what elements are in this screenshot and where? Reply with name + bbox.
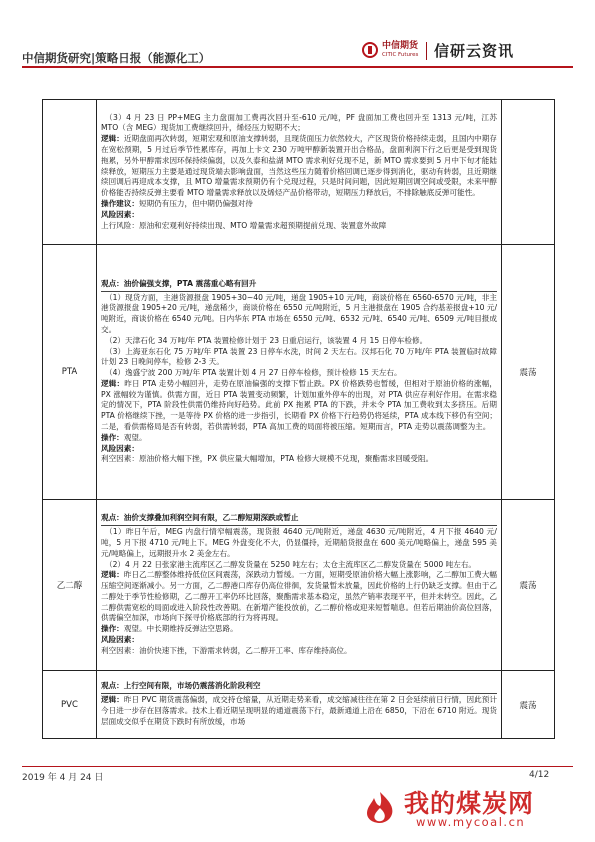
- line-label: 逻辑：: [101, 134, 124, 144]
- analysis-line: [101, 570, 497, 624]
- analysis-line: [101, 695, 497, 727]
- line-label: 风险因素：: [101, 443, 139, 453]
- analysis-line: [101, 454, 497, 465]
- header-rule: [22, 66, 573, 68]
- analysis-line: [101, 444, 497, 455]
- line-text: （1）昨日午后，MEG 内盘行情窄幅震荡，现货报 4640 元/吨附近，递盘 4630 元/吨附近，4 月下报 4640 元/吨，5 月下报 4710 元/吨上下。MEG 外盘变化不大，仍显僵持，近期船货报盘在 600 美元/吨略偏上，递盘 595 美元/吨略偏上，远期报升水 2 美金左右。: [101, 527, 497, 558]
- line-label: 逻辑：: [101, 695, 124, 705]
- line-text: （3）上海亚东石化 75 万吨/年 PTA 装置 23 日停车水洗，时间 2 天左右。汉邦石化 70 万吨/年 PTA 装置临时故障计划 23 日晚间停车，检修 2-3 天。: [101, 346, 497, 367]
- product-cell: 乙二醇: [43, 500, 97, 671]
- section-divider: [101, 291, 497, 292]
- line-text: 利空因素：原油价格大幅下挫，PX 供应量大幅增加，PTA 检修大规模不兑现，聚酯需求回暖受阻。: [101, 454, 434, 464]
- logo-en-text: CITIC Futures: [382, 52, 419, 58]
- line-text: 昨日 PVC 期货震荡偏弱，成交持仓缩量，从近期走势来看，成交缩减往往在第 2 日会延续前日行情，因此预计今日进一步存在回落需求。技术上看近期呈现明显的通道震荡下行，最新通道上沿在 6850，下沿在 6710 附近。现货层面成交似乎在期货下跌时有所放缓，市场: [101, 695, 498, 726]
- table-row: [43, 500, 555, 671]
- line-text: 昨日 PTA 走势小幅回升，走势在原油偏强的支撑下暂止跌。PX 价格跌势也暂缓，但相对于原油价格的涨幅，PX 涨幅较为谨慎。供需方面，近日 PTA 装置变动频繁，计划加重外停车的出现，对 PTA 供应存利好作用。在需求稳定的情况下，PTA 阶段性供需仍维持向好趋势。此前 PX 拖累 PTA 的下跌，并未令 PTA 加工费收到太多挤压。后期 PTA 价格继续下挫，一是等待 PX 价格的进一步指引，长期看 PX 价格下行趋势仍将延续，PTA 成本线下移仍有空间；二是，看供需格局是否有转弱，若供需转弱，PTA 高加工费的局面将被压缩。短期而言，PTA 走势以震荡调整为主。: [101, 378, 498, 432]
- citic-logo-icon: [362, 42, 378, 58]
- coal-flame-icon: [362, 790, 398, 824]
- analysis-line: [101, 221, 497, 232]
- footer-date: 2019 年 4 月 24 日: [22, 773, 104, 783]
- line-text: 上行空间有限，市场仍震荡消化阶段利空: [123, 681, 261, 691]
- line-text: 昨日乙二醇整体维持低位区间震荡，深跌动力暂缓。一方面，短期受原油价格大幅上涨影响，乙二醇加工费大幅压缩空间逐渐减小。另一方面，乙二醇港口库存仍高位徘徊，发货量暂未放量，因此价格的上行仍缺乏支撑。但由于乙二醇处于季节性检修期，乙二醇开工率仍环比回落，聚酯需求基本稳定，虽然产销率表现平平，但并未转空。因此，乙二醇供需宽松的局面或进入阶段性改善期。在新增产能投放前，乙二醇价格或迎来短暂喘息。但若后期油价高位回落，供需偏空加深，市场向下探寻价格底部的行为将再现。: [101, 570, 498, 623]
- page-header: [22, 0, 573, 66]
- line-label: 风险因素：: [101, 635, 139, 645]
- line-label: 风险因素：: [101, 209, 139, 219]
- analysis-cell: [97, 100, 502, 245]
- table-row: [43, 100, 555, 245]
- analysis-cell: [97, 671, 502, 739]
- view-cell: 震荡: [502, 245, 555, 500]
- analysis-line: [101, 199, 497, 210]
- analysis-line: [101, 624, 497, 635]
- analysis-line: [101, 210, 497, 221]
- analysis-line: [101, 279, 497, 290]
- page-number: 4/12: [529, 770, 550, 780]
- line-text: （2）4 月 22 日张家港主流库区乙二醇发货量在 5250 吨左右；太仓主流库区乙二醇发货量在 5000 吨左右。: [105, 559, 477, 569]
- line-label: 操作建议：: [101, 198, 139, 208]
- analysis-line: [101, 681, 497, 692]
- line-text: 利空因素：油价快速下挫，下游需求转弱，乙二醇开工率、库存维持高位。: [101, 645, 352, 655]
- brand-name: 信研云资讯: [434, 42, 515, 60]
- analysis-cell: [97, 245, 502, 500]
- line-label: 观点：: [101, 278, 124, 288]
- analysis-line: [101, 433, 497, 444]
- product-cell: PTA: [43, 245, 97, 500]
- line-text: （1）现货方面，主港货源报盘 1905+30~40 元/吨，递盘 1905+10 元/吨，商谈价格在 6560-6570 元/吨，非主港货源报盘 1905+20 元/吨，递盘稀少，商谈价格在 6550 元/吨附近，5 月主港报盘在 1905 合约基差报盘+10 元/吨附近，商谈价格在 6540 元/吨。日内华东 PTA 市场在 6550 元/吨、6532 元/吨、6540 元/吨、6509 元/吨目报成交。: [101, 292, 497, 334]
- table-row: [43, 245, 555, 500]
- line-label: 观点：: [101, 513, 124, 523]
- line-text: 观望。: [123, 432, 147, 442]
- logo-cn-text: 中信期货: [382, 41, 419, 51]
- footer-rule: [22, 766, 573, 767]
- analysis-cell: [97, 500, 502, 671]
- strategy-table: [42, 99, 555, 739]
- analysis-line: [101, 347, 497, 369]
- watermark-url: www.mycoal.cn: [416, 815, 526, 829]
- line-text: （4）逸盛宁波 200 万吨/年 PTA 装置计划 4 月 27 日停车检修，预计检修 15 天左右。: [105, 368, 402, 378]
- line-text: 油价偏强支撑，PTA 震荡重心略有回升: [123, 278, 257, 288]
- view-cell: [502, 100, 555, 245]
- line-label: 操作：: [101, 432, 124, 442]
- analysis-line: [101, 379, 497, 433]
- analysis-line: [101, 134, 497, 199]
- line-text: （3）4 月 23 日 PP+MEG 主力盘面加工费再次回升至-610 元/吨，PF 盘面加工费也回升至 1313 元/吨，江苏 MTO（含 MEG）现货加工费继续回升，烯烃压力短期不大；: [101, 112, 497, 133]
- view-cell: 震荡: [502, 671, 555, 739]
- analysis-line: [101, 368, 497, 379]
- analysis-line: [101, 513, 497, 524]
- analysis-line: [101, 113, 497, 135]
- product-cell: [43, 100, 97, 245]
- line-label: 观点：: [101, 681, 124, 691]
- line-text: 观望。中长期维持反弹沽空思路。: [123, 624, 238, 634]
- table-row: [43, 671, 555, 739]
- analysis-line: [101, 336, 497, 347]
- line-label: 逻辑：: [101, 570, 124, 580]
- analysis-line: [101, 293, 497, 336]
- line-label: 逻辑：: [101, 378, 125, 388]
- product-cell: PVC: [43, 671, 97, 739]
- view-cell: 震荡: [502, 500, 555, 671]
- analysis-line: [101, 560, 497, 571]
- line-label: 操作：: [101, 624, 124, 634]
- analysis-line: [101, 635, 497, 646]
- line-text: （2）天津石化 34 万吨/年 PTA 装置检修计划于 23 日重启运行，该装置 4 月 15 日停车检修。: [105, 335, 428, 345]
- line-text: 短期仍有压力，但中期仍偏强对待: [138, 198, 253, 208]
- analysis-line: [101, 527, 497, 559]
- line-text: 近期盘面再次转弱，短期宏观和原油支撑转弱，且现货面压力依然较大，产区现货价格持续走弱，且国内中期存在宽松预期，5 月过后季节性累库存，再加上卡文 230 万吨甲醇新装置开出合格品，盘面利润下行之后更是受到现货拖累，另外甲醇需求因环保持续偏弱，以及久泰和盐湖 MTO 需求利好兑现不足，新 MTO 需求要到 5 月中下旬才能陆续释放，短期压力主要是通过现货端去影响盘面，当然这些压力随着价格回调已逐步得到消化，驱动有转弱，且近期继续回调后再迎成本支撑，且 MTO 增量需求预期仍有个兑现过程，只是时间问题，因此短期回调空间或受限，未来甲醇价格能否持续反弹主要看 MTO 增量需求释放以及烯烃产品价格带动，短期压力释放后，不排除触底反弹可能性。: [101, 134, 498, 198]
- section-divider: [101, 525, 497, 526]
- analysis-line: [101, 646, 497, 657]
- logo-divider: [426, 42, 427, 60]
- report-title: 中信期货研究|策略日报（能源化工）: [22, 51, 211, 65]
- line-text: 油价支撑叠加利润空间有限，乙二醇短期深跌或暂止: [123, 513, 299, 523]
- line-text: 上行风险：原油和宏观利好持续出现、MTO 增量需求超预期提前兑现、装置意外故障: [101, 220, 387, 230]
- watermark-site-name: 我的煤炭网: [404, 789, 535, 818]
